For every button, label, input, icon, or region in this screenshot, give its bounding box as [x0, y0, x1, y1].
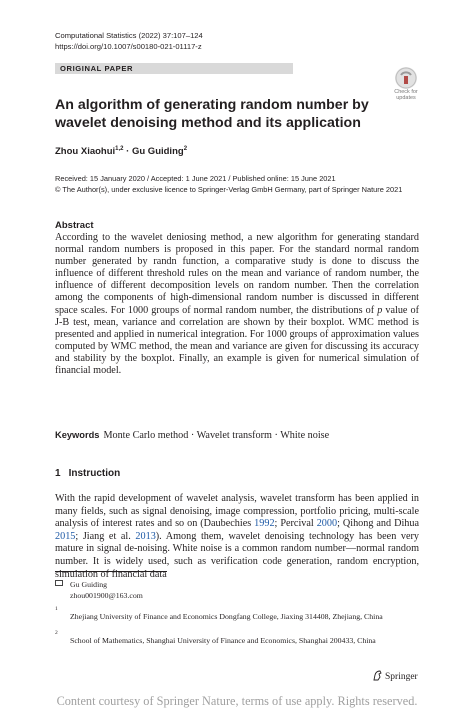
section-title: Instruction — [68, 468, 121, 479]
envelope-icon — [55, 580, 63, 586]
intro-paragraph — [55, 493, 419, 581]
courtesy-notice: Content courtesy of Springer Nature, terms of use apply. Rights reserved. — [56, 694, 418, 708]
section-heading — [55, 468, 120, 479]
affiliation-text: School of Mathematics, Shanghai University of Finance and Economics, Shanghai 200433, China — [70, 636, 376, 645]
article-type-label: ORIGINAL PAPER — [60, 64, 134, 73]
check-updates-text: Check for updates — [394, 89, 418, 101]
copyright-line: © The Author(s), under exclusive licence to Springer-Verlag GmbH Germany, part of Springer Nature 2021 — [55, 184, 403, 194]
correspondence-email[interactable]: zhou001900@163.com — [70, 591, 143, 600]
author-name[interactable]: Zhou Xiaohui — [55, 146, 116, 157]
publisher-name: Springer — [385, 672, 418, 682]
citation-link[interactable]: 2015 — [55, 530, 76, 542]
springer-horse-icon — [372, 670, 383, 681]
journal-citation: Computational Statistics (2022) 37:107–124 — [55, 31, 203, 40]
journal-info — [55, 31, 203, 52]
citation-link[interactable]: 1992 — [254, 518, 275, 530]
abstract-text-part: According to the wavelet deniosing method, a new algorithm for generating standard normal random numbers is proposed in this paper. For the standard normal random number generated by randn function, a comparative study is done to discuss the influence of different threshold rules on the mean and variance of random number, the influence of different decomposition levels on random number. Then the correlation among the components of high-dimensional random number is discussed in different space scales. For 1000 groups of normal random number, the distributions of — [55, 232, 419, 316]
intro-text: ; Jiang et al. — [75, 530, 136, 542]
article-title: An algorithm of generating random number by wavelet denoising method and its application — [55, 97, 369, 131]
author-affiliation-ref: 1,2 — [115, 145, 124, 152]
keywords-text: Monte Carlo method · Wavelet transform · White noise — [103, 430, 330, 441]
citation-link[interactable]: 2000 — [316, 518, 338, 530]
publisher-logo — [372, 670, 418, 682]
keywords — [55, 430, 329, 441]
abstract-text-part: value of J-B test, mean, variance and correlation are shown by their boxplot. WMC method is presented and applied in numerical integration. For 1000 groups of approximation values computed by WMC method, the mean and variance are given for discussing its accuracy and stability by the boxplot. Finally, an example is given for numerical simulation of financial model. — [55, 304, 419, 377]
abstract-variable: p — [377, 304, 383, 316]
author-name[interactable]: Gu Guiding — [131, 146, 184, 157]
abstract-heading: Abstract — [55, 220, 94, 231]
author-affiliation-ref: 2 — [183, 145, 188, 152]
keywords-label: Keywords — [55, 430, 100, 440]
intro-text: ; Qihong and Dihua — [337, 518, 419, 530]
footnote-divider — [55, 571, 167, 572]
author-separator: · — [123, 146, 132, 157]
intro-text: ; Percival — [274, 518, 317, 530]
doi-link[interactable]: https://doi.org/10.1007/s00180-021-01117-z — [55, 41, 202, 51]
abstract-text — [55, 232, 419, 377]
intro-text: With the rapid development of wavelet analysis, wavelet transform has been applied in many fields, such as signal denoising, image compression, portfolio pricing, multi-scale analysis of interest rates and so on (Daubechies — [55, 493, 419, 530]
check-updates-icon — [395, 67, 417, 89]
section-number: 1 — [55, 468, 61, 479]
author-list — [55, 146, 187, 157]
check-for-updates-badge[interactable] — [392, 67, 420, 101]
correspondence-name: Gu Guiding — [70, 580, 108, 589]
intro-text: ). Among them, wavelet denoising technology has been very mature in signal de-noising. White noise is a common random number—normal random number. It is widely used, such as verification code generation, random encryption, simulation of financial data — [55, 530, 419, 580]
affiliation-text: Zhejiang University of Finance and Economics Dongfang College, Jiaxing 314408, Zhejiang, China — [70, 612, 383, 621]
article-history — [55, 174, 402, 195]
history-dates: Received: 15 January 2020 / Accepted: 1 June 2021 / Published online: 15 June 2021 — [55, 174, 336, 183]
citation-link[interactable]: 2013 — [135, 530, 156, 542]
